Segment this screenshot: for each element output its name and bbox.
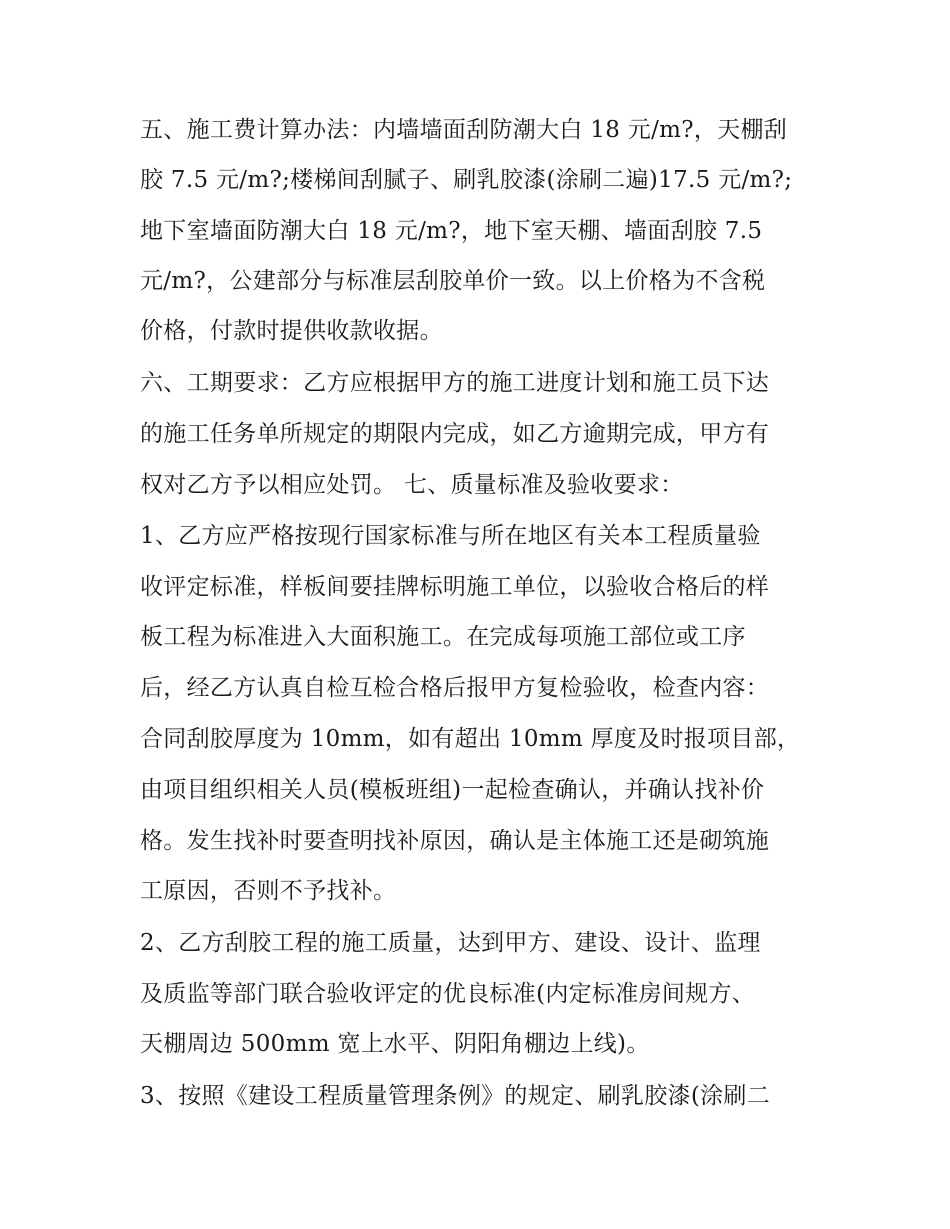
text-line: 元/m?，公建部分与标准层刮胶单价一致。以上价格为不含税 [140, 268, 766, 294]
text-line: 权对乙方予以相应处罚。 七、质量标准及验收要求： [140, 472, 684, 498]
text-line: 地下室墙面防潮大白 18 元/m?，地下室天棚、墙面刮胶 7.5 [140, 218, 763, 244]
text-line: 价格，付款时提供收款收据。 [140, 318, 443, 344]
text-line: 及质监等部门联合验收评定的优良标准(内定标准房间规方、 [140, 981, 756, 1007]
text-line: 格。发生找补时要查明找补原因，确认是主体施工还是砌筑施 [140, 828, 770, 854]
text-line: 工原因，否则不予找补。 [140, 878, 397, 904]
text-line: 由项目组织相关人员(模板班组)一起检查确认，并确认找补价 [140, 777, 765, 803]
text-line: 收评定标准，样板间要挂牌标明施工单位，以验收合格后的样 [140, 574, 770, 600]
text-line: 3、按照《建设工程质量管理条例》的规定、刷乳胶漆(涂刷二 [140, 1083, 771, 1109]
text-line: 合同刮胶厚度为 10mm，如有超出 10mm 厚度及时报项目部， [140, 726, 801, 752]
text-line: 后，经乙方认真自检互检合格后报甲方复检验收，检查内容： [140, 675, 770, 701]
text-line: 1、乙方应严格按现行国家标准与所在地区有关本工程质量验 [140, 523, 761, 549]
text-line: 五、施工费计算办法：内墙墙面刮防潮大白 18 元/m?，天棚刮 [140, 117, 788, 143]
text-line: 天棚周边 500mm 宽上水平、阴阳角棚边上线)。 [140, 1031, 650, 1057]
text-line: 2、乙方刮胶工程的施工质量，达到甲方、建设、设计、监理 [140, 930, 761, 956]
text-line: 板工程为标准进入大面积施工。在完成每项施工部位或工序 [140, 624, 746, 650]
text-line: 六、工期要求：乙方应根据甲方的施工进度计划和施工员下达 [140, 370, 770, 396]
text-line: 胶 7.5 元/m?;楼梯间刮腻子、刷乳胶漆(涂刷二遍)17.5 元/m?; [140, 167, 793, 193]
text-line: 的施工任务单所规定的期限内完成，如乙方逾期完成，甲方有 [140, 421, 770, 447]
